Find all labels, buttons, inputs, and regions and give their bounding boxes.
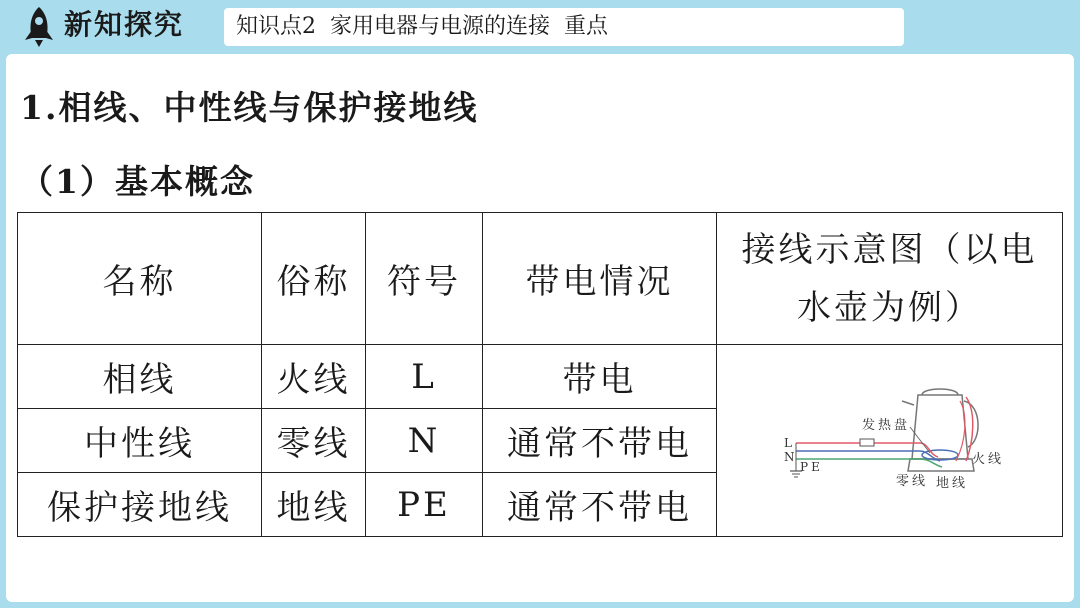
kettle-wiring-diagram [770, 381, 1010, 501]
label-live: 火线 [971, 451, 1004, 467]
header-bar [0, 0, 1080, 52]
label-L: L [783, 435, 795, 450]
topic-bar [224, 8, 904, 46]
cell-charge-status: 通常不带电 [483, 409, 717, 473]
table-row [18, 345, 1063, 409]
rocket-icon [22, 6, 56, 48]
cell-charge-status: 带电 [483, 345, 717, 409]
label-N: N [783, 449, 797, 464]
cell-common-name: 地线 [262, 473, 366, 537]
cell-common-name: 零线 [262, 409, 366, 473]
header-cell-symbol: 符号 [366, 213, 483, 345]
wiring-diagram-cell [717, 345, 1063, 537]
table-header-row [18, 213, 1063, 345]
cell-symbol: L [366, 345, 483, 409]
cell-symbol: PE [366, 473, 483, 537]
cell-common-name: 火线 [262, 345, 366, 409]
header-cell-common-name: 俗称 [262, 213, 366, 345]
header-cell-charge-status: 带电情况 [483, 213, 717, 345]
main-heading: 1.相线、中性线与保护接地线 [20, 88, 479, 127]
cell-name: 中性线 [18, 409, 262, 473]
label-ground: 地线 [935, 475, 968, 491]
section-title: 新知探究 [64, 8, 185, 41]
label-neutral: 零线 [895, 473, 928, 489]
cell-name: 保护接地线 [18, 473, 262, 537]
header-cell-wiring-diagram: 接线示意图（以电水壶为例） [717, 213, 1063, 345]
cell-charge-status: 通常不带电 [483, 473, 717, 537]
sub-heading: （1）基本概念 [20, 162, 255, 201]
cell-symbol: N [366, 409, 483, 473]
cell-name: 相线 [18, 345, 262, 409]
topic-text: 知识点2 家用电器与电源的连接 重点 [236, 14, 608, 39]
fuse-icon [860, 439, 874, 446]
label-PE: PE [799, 459, 823, 474]
header-cell-name: 名称 [18, 213, 262, 345]
label-heater: 发热盘 [861, 417, 910, 433]
concept-table [17, 212, 1063, 537]
content-panel [6, 54, 1074, 602]
